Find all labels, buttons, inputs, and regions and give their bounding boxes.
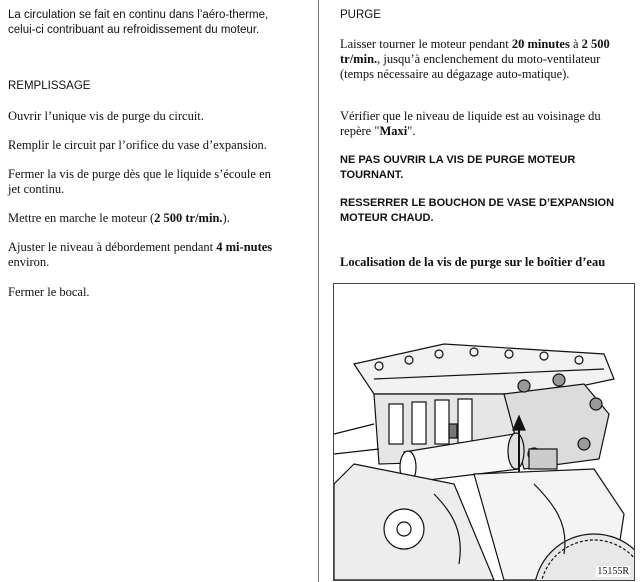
step-adjust-level-duration: 4 mi-nutes bbox=[216, 240, 273, 254]
warning-tighten-cap: RESSERRER LE BOUCHON DE VASE D’EXPANSION MOTEUR CHAUD. bbox=[340, 197, 615, 224]
purge-run-mid: à bbox=[569, 37, 582, 51]
purge-run-rpm: 2 500 tr/min. bbox=[340, 37, 610, 66]
warning-do-not-open: NE PAS OUVRIR LA VIS DE PURGE MOTEUR TOURNANT. bbox=[340, 154, 576, 181]
check-level-text: Vérifier que le niveau de liquide est au voisinage du repère " bbox=[340, 109, 601, 138]
step-fill-circuit: Remplir le circuit par l’orifice du vase d’expansion. bbox=[8, 138, 267, 152]
step-adjust-level-end: environ. bbox=[8, 255, 50, 269]
check-level-end: ". bbox=[407, 124, 416, 138]
step-start-engine-end: ). bbox=[222, 211, 230, 225]
section-heading-purge: PURGE bbox=[340, 9, 381, 21]
engine-drawing bbox=[334, 284, 634, 580]
check-level-mark: Maxi bbox=[379, 124, 408, 138]
step-open-purge-screw: Ouvrir l’unique vis de purge du circuit. bbox=[8, 109, 204, 123]
purge-run-duration: 20 minutes bbox=[511, 37, 570, 51]
step-adjust-level bbox=[8, 240, 273, 270]
purge-run-end: , jusqu’à enclenchement du moto-ventilateur (temps nécessaire au dégazage auto-matique). bbox=[340, 52, 601, 81]
column-divider bbox=[318, 0, 319, 582]
step-adjust-level-text: Ajuster le niveau à débordement pendant bbox=[8, 240, 217, 254]
step-close-purge-screw: Fermer la vis de purge dès que le liquide s’écoule en jet continu. bbox=[8, 167, 271, 196]
intro-paragraph: La circulation se fait en continu dans l’aéro-therme, celui-ci contribuant au refroidissement du moteur. bbox=[8, 9, 269, 36]
step-start-engine bbox=[8, 211, 308, 226]
step-start-engine-rpm: 2 500 tr/min. bbox=[154, 211, 223, 225]
purge-run-engine-paragraph bbox=[340, 37, 630, 82]
section-heading-remplissage: REMPLISSAGE bbox=[8, 80, 91, 92]
engine-figure bbox=[333, 283, 635, 581]
step-start-engine-text: Mettre en marche le moteur ( bbox=[8, 211, 155, 225]
figure-reference-number: 15155R bbox=[597, 566, 629, 577]
check-level-paragraph bbox=[340, 109, 625, 139]
step-close-reservoir: Fermer le bocal. bbox=[8, 285, 90, 299]
figure-caption: Localisation de la vis de purge sur le boîtier d’eau bbox=[340, 255, 606, 269]
purge-run-text: Laisser tourner le moteur pendant bbox=[340, 37, 512, 51]
